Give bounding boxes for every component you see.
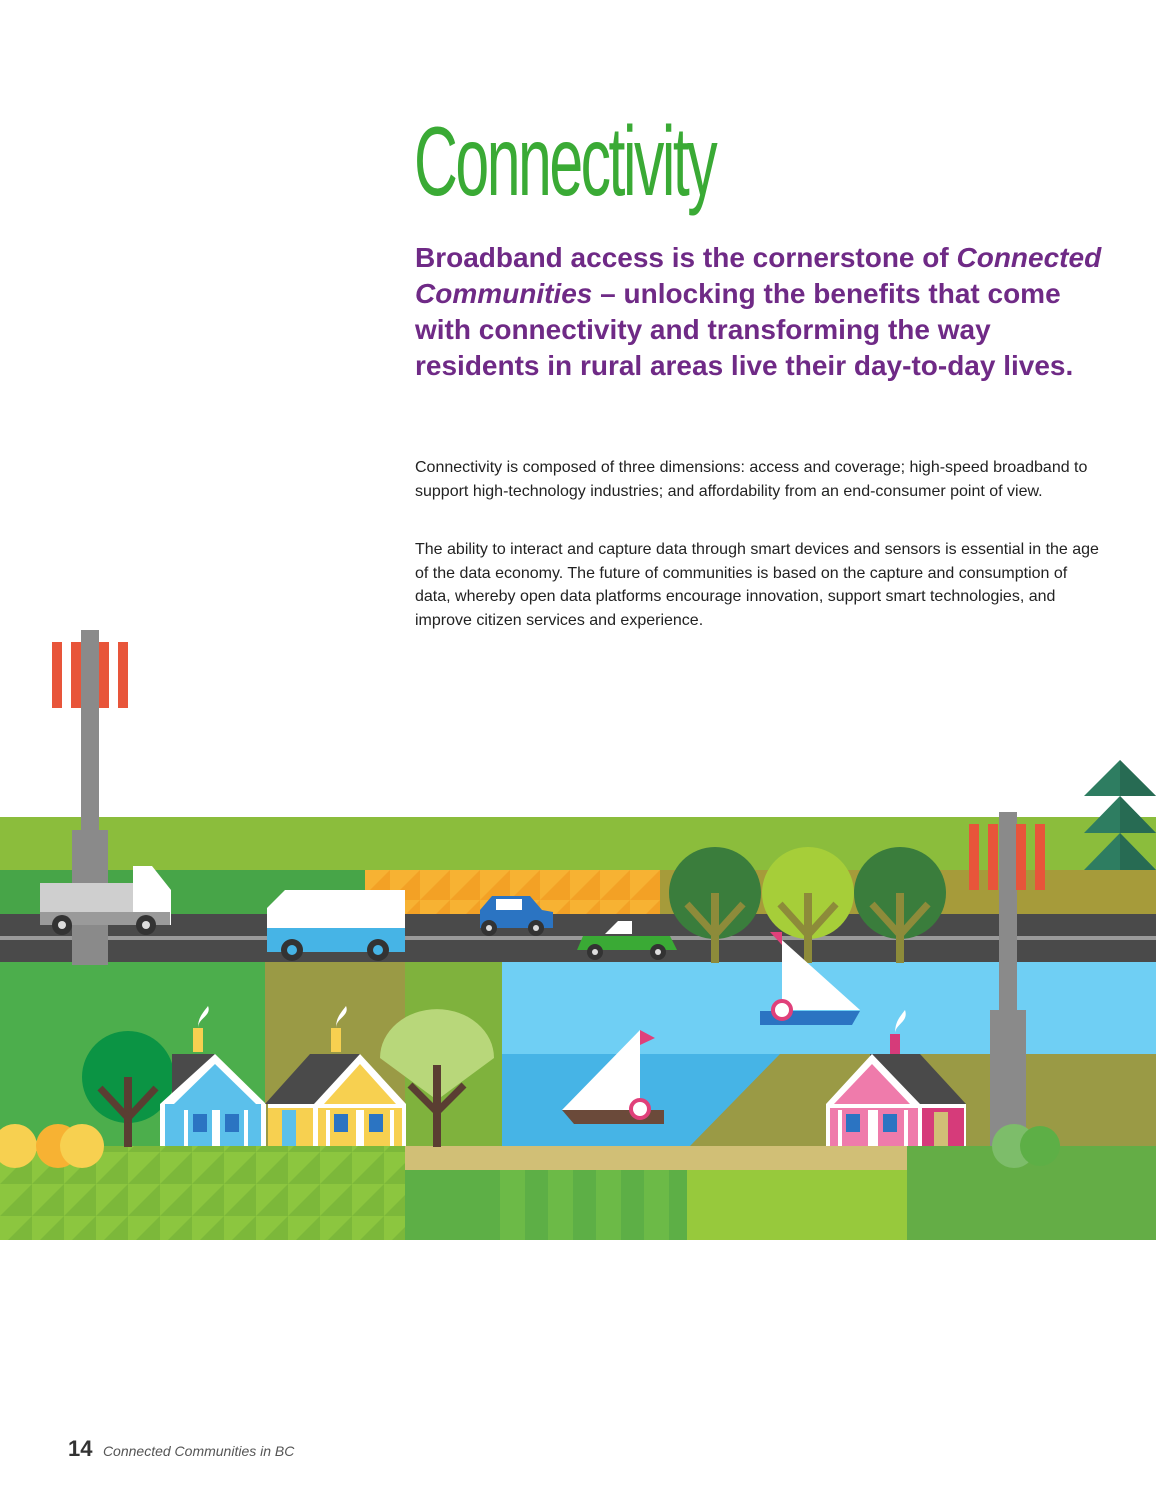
lead-text-end: – unlocking the benefits that come with connectivity and transforming the way residents in rural areas live their day-to-day lives. xyxy=(415,278,1074,381)
background-fields xyxy=(0,817,1156,1240)
body-paragraph-2: The ability to interact and capture data through smart devices and sensors is essential in the age of the data economy. The future of communities is based on the capture and consumption of data, whereby open data platforms encourage innovation, support smart technologies, and improve citizen services and experience. xyxy=(415,541,1099,629)
publication-title: Connected Communities in BC xyxy=(102,1443,295,1459)
body-paragraph-1: Connectivity is composed of three dimensions: access and coverage; high-speed broadband to support high-technology industries; and affordability from an end-consumer point of view. xyxy=(415,459,1088,500)
lead-text-start: Broadband access is the cornerstone of xyxy=(415,242,957,273)
page-number: 14 xyxy=(68,1436,93,1461)
van-icon xyxy=(267,890,405,961)
rural-connectivity-illustration xyxy=(0,628,1156,1240)
road xyxy=(0,914,1156,962)
page-title: Connectivity xyxy=(414,106,716,216)
lead-italic-text: Connected Communities xyxy=(415,242,1102,309)
page-footer xyxy=(68,1436,294,1462)
lead-statement xyxy=(415,240,1105,384)
